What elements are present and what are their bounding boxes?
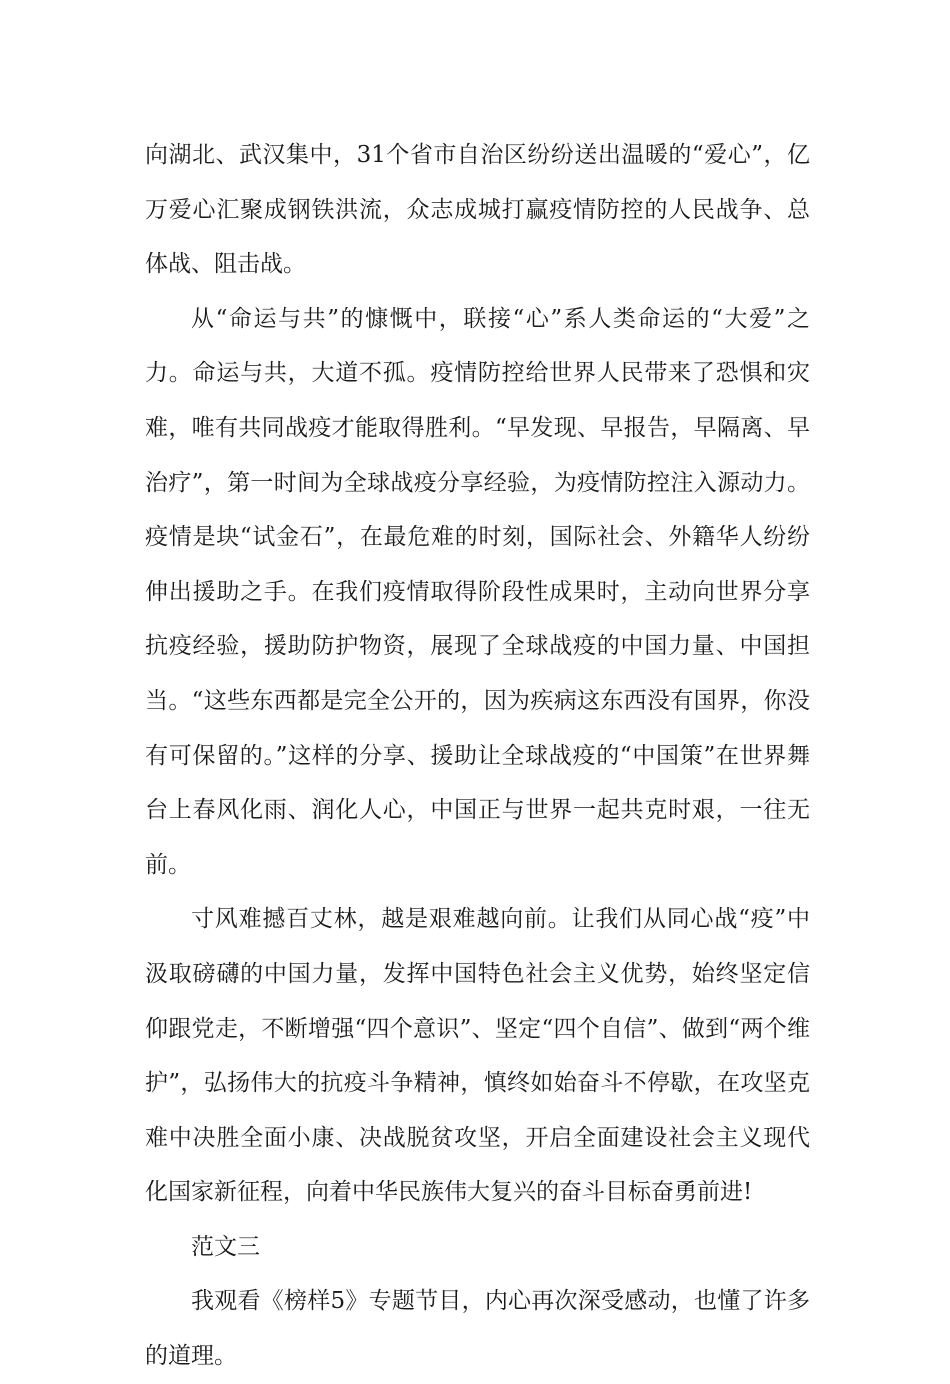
paragraph-role-model: 我观看《榜样5》专题节目，内心再次深受感动，也懂了许多的道理。 (145, 1288, 810, 1370)
paragraph-continuation: 向湖北、武汉集中，31个省市自治区纷纷送出温暖的“爱心”，亿万爱心汇聚成钢铁洪流，众志成城打赢疫情防控的人民战争、总体战、阻击战。 (145, 142, 810, 278)
paragraph-forward: 寸风难撼百丈林，越是艰难越向前。让我们从同心战“疫”中汲取磅礴的中国力量，发挥中国特色社会主义优势，始终坚定信仰跟党走，不断增强“四个意识”、坚定“四个自信”、做到“两个维护”，弘扬伟大的抗疫斗争精神，慎终如始奋斗不停歇，在攻坚克难中决胜全面小康、决战脱贫攻坚，开启全面建设社会主义现代化国家新征程，向着中华民族伟大复兴的奋斗目标奋勇前进! (145, 906, 810, 1206)
document-body (145, 128, 810, 1384)
section-heading: 范文三 (191, 1233, 260, 1260)
paragraph-destiny: 从“命运与共”的慷慨中，联接“心”系人类命运的“大爱”之力。命运与共，大道不孤。疫情防控给世界人民带来了恐惧和灾难，唯有共同战疫才能取得胜利。“早发现、早报告，早隔离、早治疗”，第一时间为全球战疫分享经验，为疫情防控注入源动力。疫情是块“试金石”，在最危难的时刻，国际社会、外籍华人纷纷伸出援助之手。在我们疫情取得阶段性成果时，主动向世界分享抗疫经验，援助防护物资，展现了全球战疫的中国力量、中国担当。“这些东西都是完全公开的，因为疾病这东西没有国界，你没有可保留的。”这样的分享、援助让全球战疫的“中国策”在世界舞台上春风化雨、润化人心，中国正与世界一起共克时艰，一往无前。 (145, 305, 810, 878)
